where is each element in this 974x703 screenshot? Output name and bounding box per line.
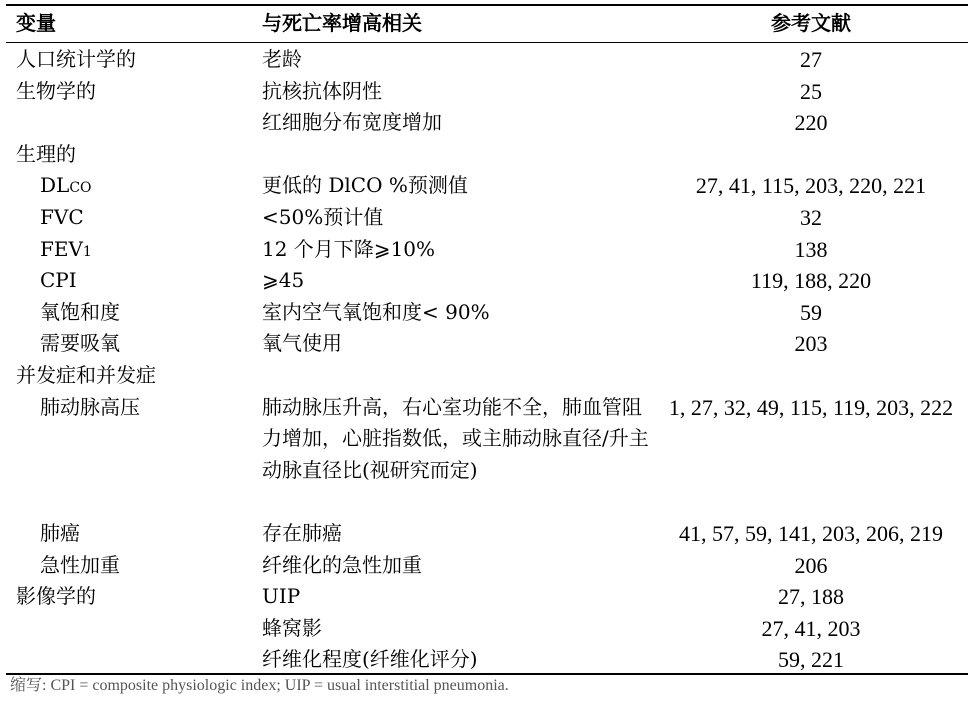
association-cell: 更低的 DlCO %预测值: [262, 173, 468, 198]
references-cell: 32: [800, 204, 822, 230]
variable-cell: [16, 139, 256, 171]
variable-text: DL: [40, 173, 70, 198]
variable-text: 氧饱和度: [40, 299, 120, 324]
table-row: [6, 234, 968, 266]
table-row: [6, 44, 968, 76]
references-cell: 203: [794, 331, 828, 357]
table-row: [6, 139, 968, 171]
table-body: [6, 44, 968, 676]
variable-text: CPI: [40, 268, 77, 293]
footnote: 缩写: CPI = composite physiologic index; UIP = usual interstitial pneumonia.: [10, 677, 509, 694]
table-top-rule: [6, 4, 968, 6]
table-row: [6, 76, 968, 108]
variable-subscript: CO: [69, 180, 92, 197]
variable-cell: [16, 76, 256, 108]
variable-text: 生理的: [16, 141, 76, 166]
variable-cell: [40, 234, 280, 269]
variable-text: 肺癌: [40, 520, 80, 545]
header-references: 参考文献: [771, 11, 851, 35]
table-row: [6, 107, 968, 139]
variable-cell: [40, 328, 280, 360]
table-row: [6, 518, 968, 550]
table-row: [6, 265, 968, 297]
variable-subscript: 1: [82, 243, 92, 260]
references-cell: 27, 188: [778, 584, 844, 610]
references-cell: 59: [800, 299, 822, 325]
table-row: [6, 613, 968, 645]
variable-cell: [40, 518, 280, 550]
table-row: [6, 297, 968, 329]
association-cell: <50%预计值: [262, 204, 384, 229]
variable-cell: [40, 170, 280, 205]
table-row: [6, 360, 968, 392]
variable-text: 急性加重: [40, 552, 120, 577]
header-rule: [6, 42, 968, 43]
references-cell: 220: [794, 110, 828, 136]
references-cell: 138: [794, 236, 828, 262]
references-cell: 27: [800, 47, 822, 72]
table-row: [6, 202, 968, 234]
association-cell: 存在肺癌: [262, 520, 342, 545]
references-cell: 27, 41, 203: [761, 615, 861, 641]
table-row: [6, 581, 968, 613]
variable-text: 影像学的: [16, 584, 96, 609]
variable-text: 生物学的: [16, 78, 96, 103]
association-cell: 抗核抗体阴性: [262, 78, 382, 103]
association-cell: 室内空气氧饱和度< 90%: [262, 299, 490, 324]
association-cell: 氧气使用: [262, 331, 342, 356]
variable-text: 人口统计学的: [16, 47, 136, 71]
association-cell: 红细胞分布宽度增加: [262, 110, 442, 135]
association-cell: UIP: [262, 584, 301, 609]
association-cell: ⩾45: [262, 268, 305, 293]
association-cell: 老龄: [262, 47, 302, 71]
variable-text: FVC: [40, 204, 84, 229]
association-cell: 肺动脉压升高，右心室功能不全，肺血管阻力增加，心脏指数低，或主肺动脉直径/升主动脉直径比(视研究而定): [262, 394, 649, 482]
references-cell: 119, 188, 220: [750, 268, 872, 294]
references-cell: 1, 27, 32, 49, 115, 119, 203, 222: [668, 394, 954, 420]
variable-text: FEV: [40, 236, 83, 261]
table-row: [6, 328, 968, 360]
table-row: [6, 550, 968, 582]
table-row: [6, 170, 968, 202]
association-cell: 蜂窝影: [262, 615, 322, 640]
references-cell: 27, 41, 115, 203, 220, 221: [695, 173, 927, 199]
references-cell: 59, 221: [778, 647, 844, 673]
variable-cell: [40, 392, 280, 424]
variable-cell: [16, 581, 256, 613]
variable-cell: [40, 265, 280, 297]
variable-text: 需要吸氧: [40, 331, 120, 356]
variable-text: 并发症和并发症: [16, 362, 156, 387]
variable-cell: [40, 202, 280, 234]
variable-text: 肺动脉高压: [40, 394, 140, 419]
variable-cell: [40, 550, 280, 582]
association-cell: 纤维化的急性加重: [262, 552, 422, 577]
variable-cell: [40, 297, 280, 329]
association-cell: 12 个月下降⩾10%: [262, 236, 436, 261]
table-row: [6, 644, 968, 676]
references-cell: 41, 57, 59, 141, 203, 206, 219: [679, 520, 943, 546]
references-cell: 25: [800, 78, 822, 104]
association-cell: 纤维化程度(纤维化评分): [262, 647, 478, 672]
table-row: [6, 392, 968, 518]
variable-cell: [16, 44, 256, 76]
header-association: 与死亡率增高相关: [262, 11, 422, 35]
references-cell: 206: [794, 552, 828, 578]
header-variable: 变量: [16, 11, 56, 35]
variable-cell: [16, 360, 256, 392]
